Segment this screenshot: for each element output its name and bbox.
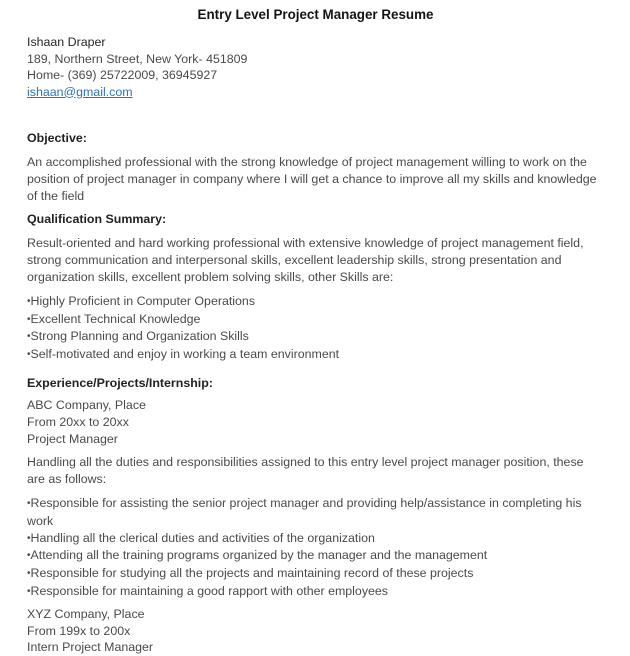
list-item-text: Responsible for assisting the senior project manager and providing help/assistance in completing his work (27, 495, 582, 528)
list-item-text: Highly Proficient in Computer Operations (30, 293, 256, 308)
job-duration: From 20xx to 20xx (27, 414, 129, 429)
job-company: ABC Company, Place (27, 397, 146, 412)
bullet-icon: • (27, 331, 31, 343)
job-role: Intern Project Manager (27, 640, 154, 655)
list-item-text: Excellent Technical Knowledge (30, 311, 201, 326)
contact-name: Ishaan Draper (27, 35, 106, 49)
list-item (27, 583, 604, 601)
list-item (27, 565, 604, 583)
experience-bullet-list (27, 495, 604, 601)
page-title: Entry Level Project Manager Resume (197, 7, 434, 22)
job-role: Project Manager (27, 431, 118, 446)
list-item-text: Self-motivated and enjoy in working a team environment (30, 347, 340, 362)
bullet-icon: • (27, 295, 31, 307)
job-intro-paragraph: Handling all the duties and responsibilities assigned to this entry level project manager position, these are as follows: (27, 455, 584, 487)
contact-address: 189, Northern Street, New York- 451809 (27, 51, 248, 66)
bullet-icon: • (27, 497, 31, 509)
list-item (27, 346, 604, 364)
list-item (27, 530, 604, 548)
contact-block (27, 34, 604, 100)
contact-email-line (27, 84, 604, 101)
list-item-text: Attending all the training programs organized by the manager and the management (30, 548, 488, 563)
list-item (27, 328, 604, 346)
email-link[interactable]: ishaan@gmail.com (27, 84, 133, 99)
list-item (27, 311, 604, 329)
job-block-abc (27, 397, 604, 447)
heading-qualification-summary: Qualification Summary: (27, 212, 167, 227)
list-item-text: Responsible for maintaining a good rapport with other employees (30, 583, 388, 598)
bullet-icon: • (27, 568, 31, 580)
heading-experience: Experience/Projects/Internship: (27, 375, 213, 390)
list-item-text: Responsible for studying all the projects and maintaining record of these projects (30, 566, 474, 581)
bullet-icon: • (27, 532, 31, 544)
contact-phone: Home- (369) 25722009, 36945927 (27, 68, 218, 82)
list-item (27, 293, 604, 311)
list-item-text: Handling all the clerical duties and activities of the organization (30, 530, 375, 545)
heading-objective: Objective: (27, 131, 87, 145)
job-duration: From 199x to 200x (27, 623, 131, 638)
bullet-icon: • (27, 349, 31, 361)
qualification-paragraph: Result-oriented and hard working professional with extensive knowledge of project management field, strong communication and interpersonal skills, excellent leadership skills, strong presentation and organization skills, excellent problem solving skills, other Skills are: (27, 236, 584, 284)
list-item-text: Strong Planning and Organization Skills (30, 329, 249, 344)
objective-paragraph: An accomplished professional with the strong knowledge of project management willing to work on the position of project manager in company where I will get a chance to improve all my skills and knowledge of the field (27, 155, 597, 203)
bullet-icon: • (27, 313, 31, 325)
list-item (27, 547, 604, 565)
qualification-bullet-list (27, 293, 604, 364)
bullet-icon: • (27, 585, 31, 597)
job-company: XYZ Company, Place (27, 606, 145, 621)
list-item (27, 495, 604, 530)
bullet-icon: • (27, 550, 31, 562)
job-block-xyz (27, 606, 604, 656)
